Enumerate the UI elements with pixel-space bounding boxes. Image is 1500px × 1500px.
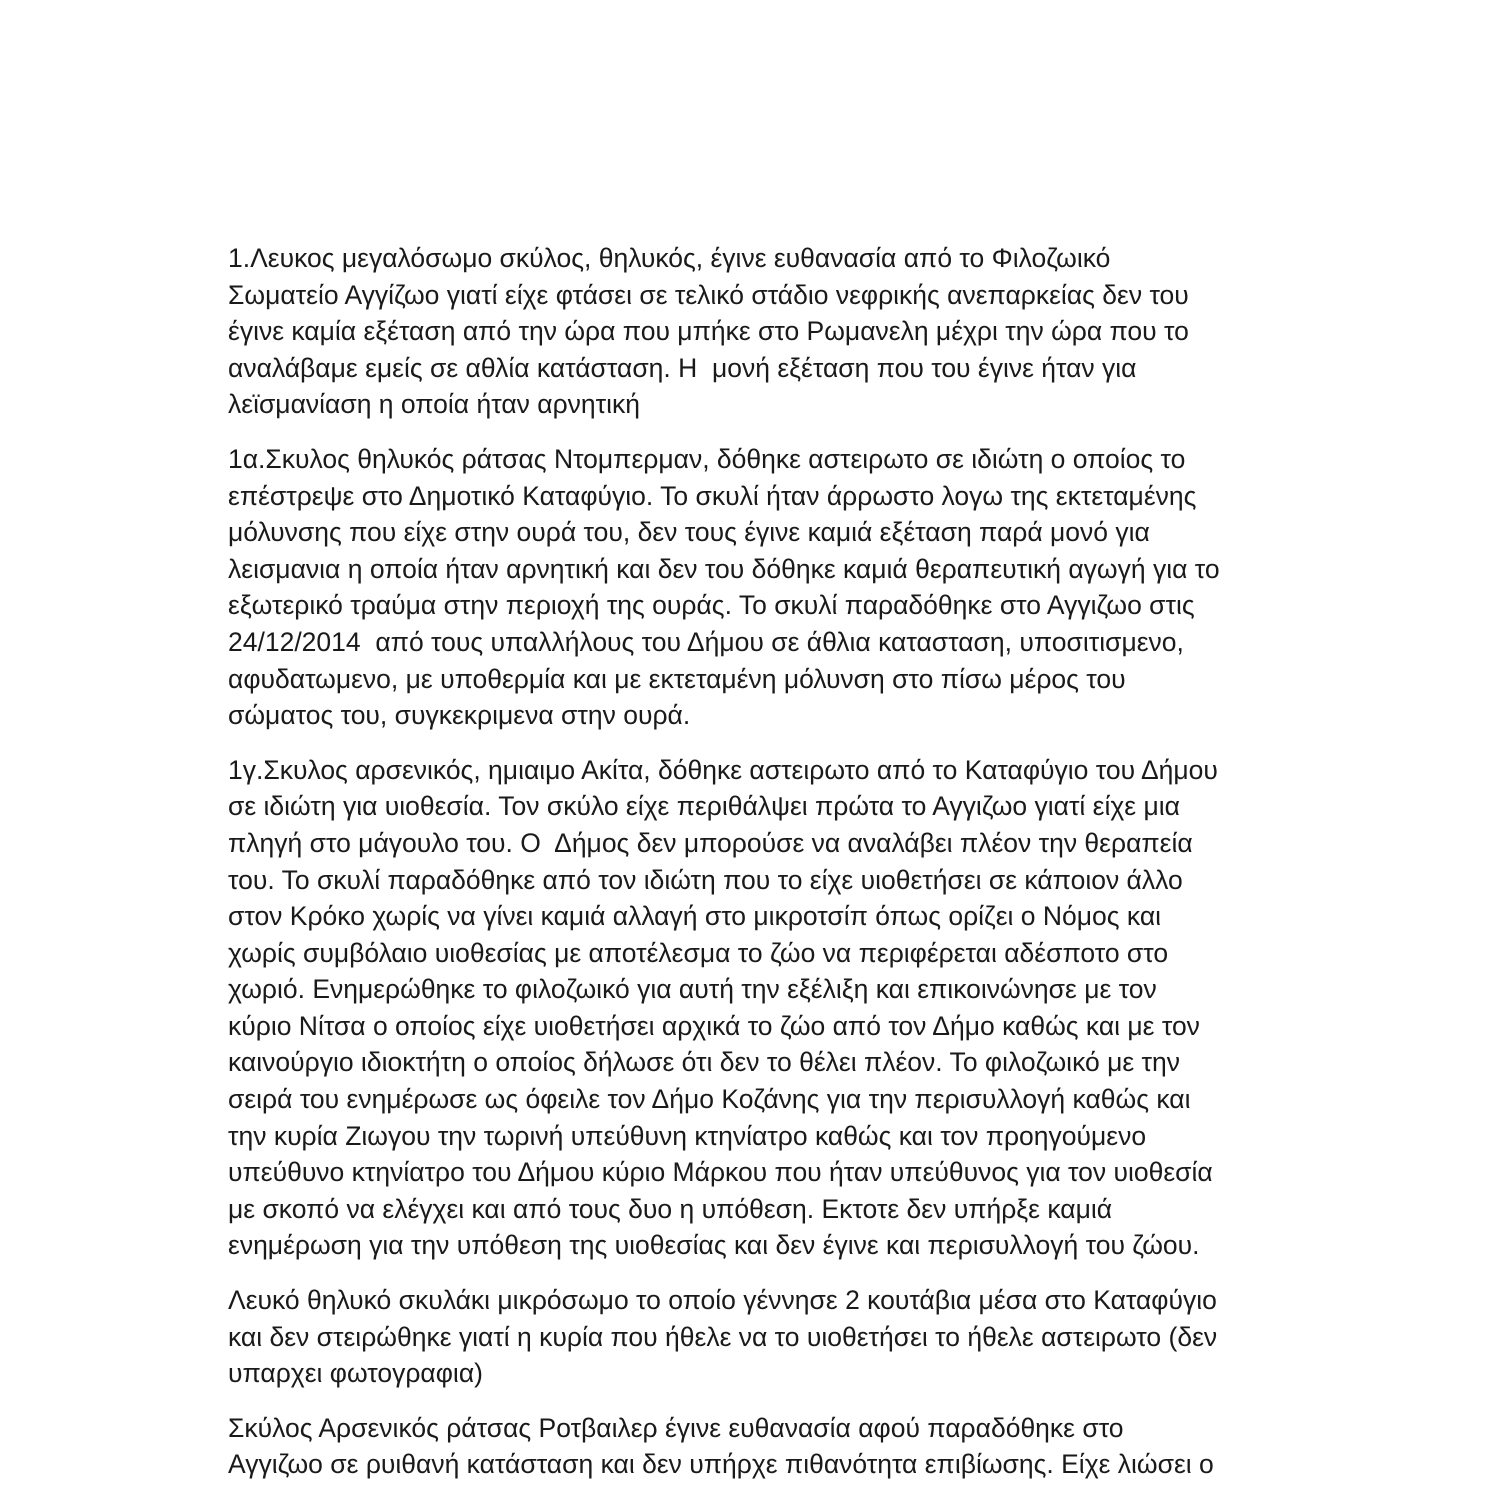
text-line: μόλυνσης που είχε στην ουρά του, δεν τους έγινε καμιά εξέταση παρά μονό για [228,517,1150,548]
text-line: ενημέρωση για την υπόθεση της υιοθεσίας και δεν έγινε και περισυλλογή του ζώου. [228,1230,1200,1261]
text-line: 24/12/2014 από τους υπαλλήλους του Δήμου σε άθλια κατασταση, υποσιτισμενο, [228,626,1184,657]
text-line: έγινε καμία εξέταση από την ώρα που μπήκε στο Ρωμανελη μέχρι την ώρα που το [228,316,1189,347]
paragraph-1c [228,752,1284,1264]
text-line: λεϊσμανίαση η οποία ήταν αρνητική [228,389,640,420]
text-line: με σκοπό να ελέγχει και από τους δυο η υπόθεση. Εκτοτε δεν υπήρξε καμιά [228,1193,1113,1224]
text-line: Σκύλος Αρσενικός ράτσας Ροτβαιλερ έγινε ευθανασία αφού παραδόθηκε στο [228,1412,1124,1443]
text-line: και δεν στειρώθηκε γιατί η κυρία που ήθελε να το υιοθετήσει το ήθελε αστειρωτο (δεν [228,1321,1218,1352]
document-body [228,240,1284,1500]
text-line: 1.Λευκος μεγαλόσωμο σκύλος, θηλυκός, έγινε ευθανασία από το Φιλοζωικό [228,243,1111,273]
text-line: λεισμανια η οποία ήταν αρνητική και δεν του δόθηκε καμιά θεραπευτική αγωγή για το [228,553,1220,584]
text-line: 1γ.Σκυλος αρσενικός, ημιαιμο Ακίτα, δόθηκε αστειρωτο από το Καταφύγιο του Δήμου [228,754,1218,785]
text-line: αφυδατωμενο, με υποθερμία και με εκτεταμένη μόλυνση στο πίσω μέρος του [228,663,1126,694]
text-line: σειρά του ενημέρωσε ως όφειλε τον Δήμο Κοζάνης για την περισυλλογή καθώς και [228,1084,1191,1115]
text-line: σε ιδιώτη για υιοθεσία. Τον σκύλο είχε περιθάλψει πρώτα το Αγγιζωο γιατί είχε μια [228,791,1180,822]
text-line: καινούργιο ιδιοκτήτη ο οποίος δήλωσε ότι δεν το θέλει πλέον. Το φιλοζωικό με την [228,1047,1180,1078]
text-line: υπεύθυνο κτηνίατρο του Δήμου κύριο Μάρκου που ήταν υπεύθυνος για τον υιοθεσία [228,1157,1213,1188]
text-line: Σωματείο Αγγίζωο γιατί είχε φτάσει σε τελικό στάδιο νεφρικής ανεπαρκείας δεν του [228,279,1189,310]
paragraph-rottweiler [228,1410,1284,1483]
text-line: αναλάβαμε εμείς σε αθλία κατάσταση. Η μονή εξέταση που του έγινε ήταν για [228,352,1137,383]
text-line: χωριό. Ενημερώθηκε το φιλοζωικό για αυτή την εξέλιξη και επικοινώνησε με τον [228,974,1157,1005]
text-line: επέστρεψε στο Δημοτικό Καταφύγιο. Το σκυλί ήταν άρρωστο λογω της εκτεταμένης [228,480,1197,511]
text-line: κύριο Νίτσα ο οποίος είχε υιοθετήσει αρχικά το ζώο από τον Δήμο καθώς και με τον [228,1010,1200,1041]
text-line: στον Κρόκο χωρίς να γίνει καμιά αλλαγή στο μικροτσίπ όπως ορίζει ο Νόμος και [228,901,1162,932]
text-line: την κυρία Ζιωγου την τωρινή υπεύθυνη κτηνίατρο καθώς και τον προηγούμενο [228,1120,1147,1151]
text-line: υπαρχει φωτογραφια) [228,1358,483,1389]
text-line: εξωτερικό τραύμα στην περιοχή της ουράς. Το σκυλί παραδόθηκε στο Αγγιζωο στις [228,590,1195,621]
paragraph-1 [228,240,1284,423]
paragraph-white-dog [228,1282,1284,1392]
text-line: χωρίς συμβόλαιο υιοθεσίας με αποτέλεσμα το ζώο να περιφέρεται αδέσποτο στο [228,937,1169,968]
text-line: πληγή στο μάγουλο του. Ο Δήμος δεν μπορούσε να αναλάβει πλέον την θεραπεία [228,827,1193,858]
text-line: του. Το σκυλί παραδόθηκε από τον ιδιώτη που το είχε υιοθετήσει σε κάποιον άλλο [228,864,1183,895]
text-line: σώματος του, συγκεκριμενα στην ουρά. [228,700,691,731]
text-line: Λευκό θηλυκό σκυλάκι μικρόσωμο το οποίο γέννησε 2 κουτάβια μέσα στο Καταφύγιο [228,1285,1217,1316]
paragraph-1a [228,441,1284,734]
text-line: 1α.Σκυλος θηλυκός ράτσας Ντομπερμαν, δόθηκε αστειρωτο σε ιδιώτη ο οποίος το [228,443,1186,474]
text-line: Αγγιζωο σε ρυιθανή κατάσταση και δεν υπήρχε πιθανότητα επιβίωσης. Είχε λιώσει ο [228,1449,1214,1480]
